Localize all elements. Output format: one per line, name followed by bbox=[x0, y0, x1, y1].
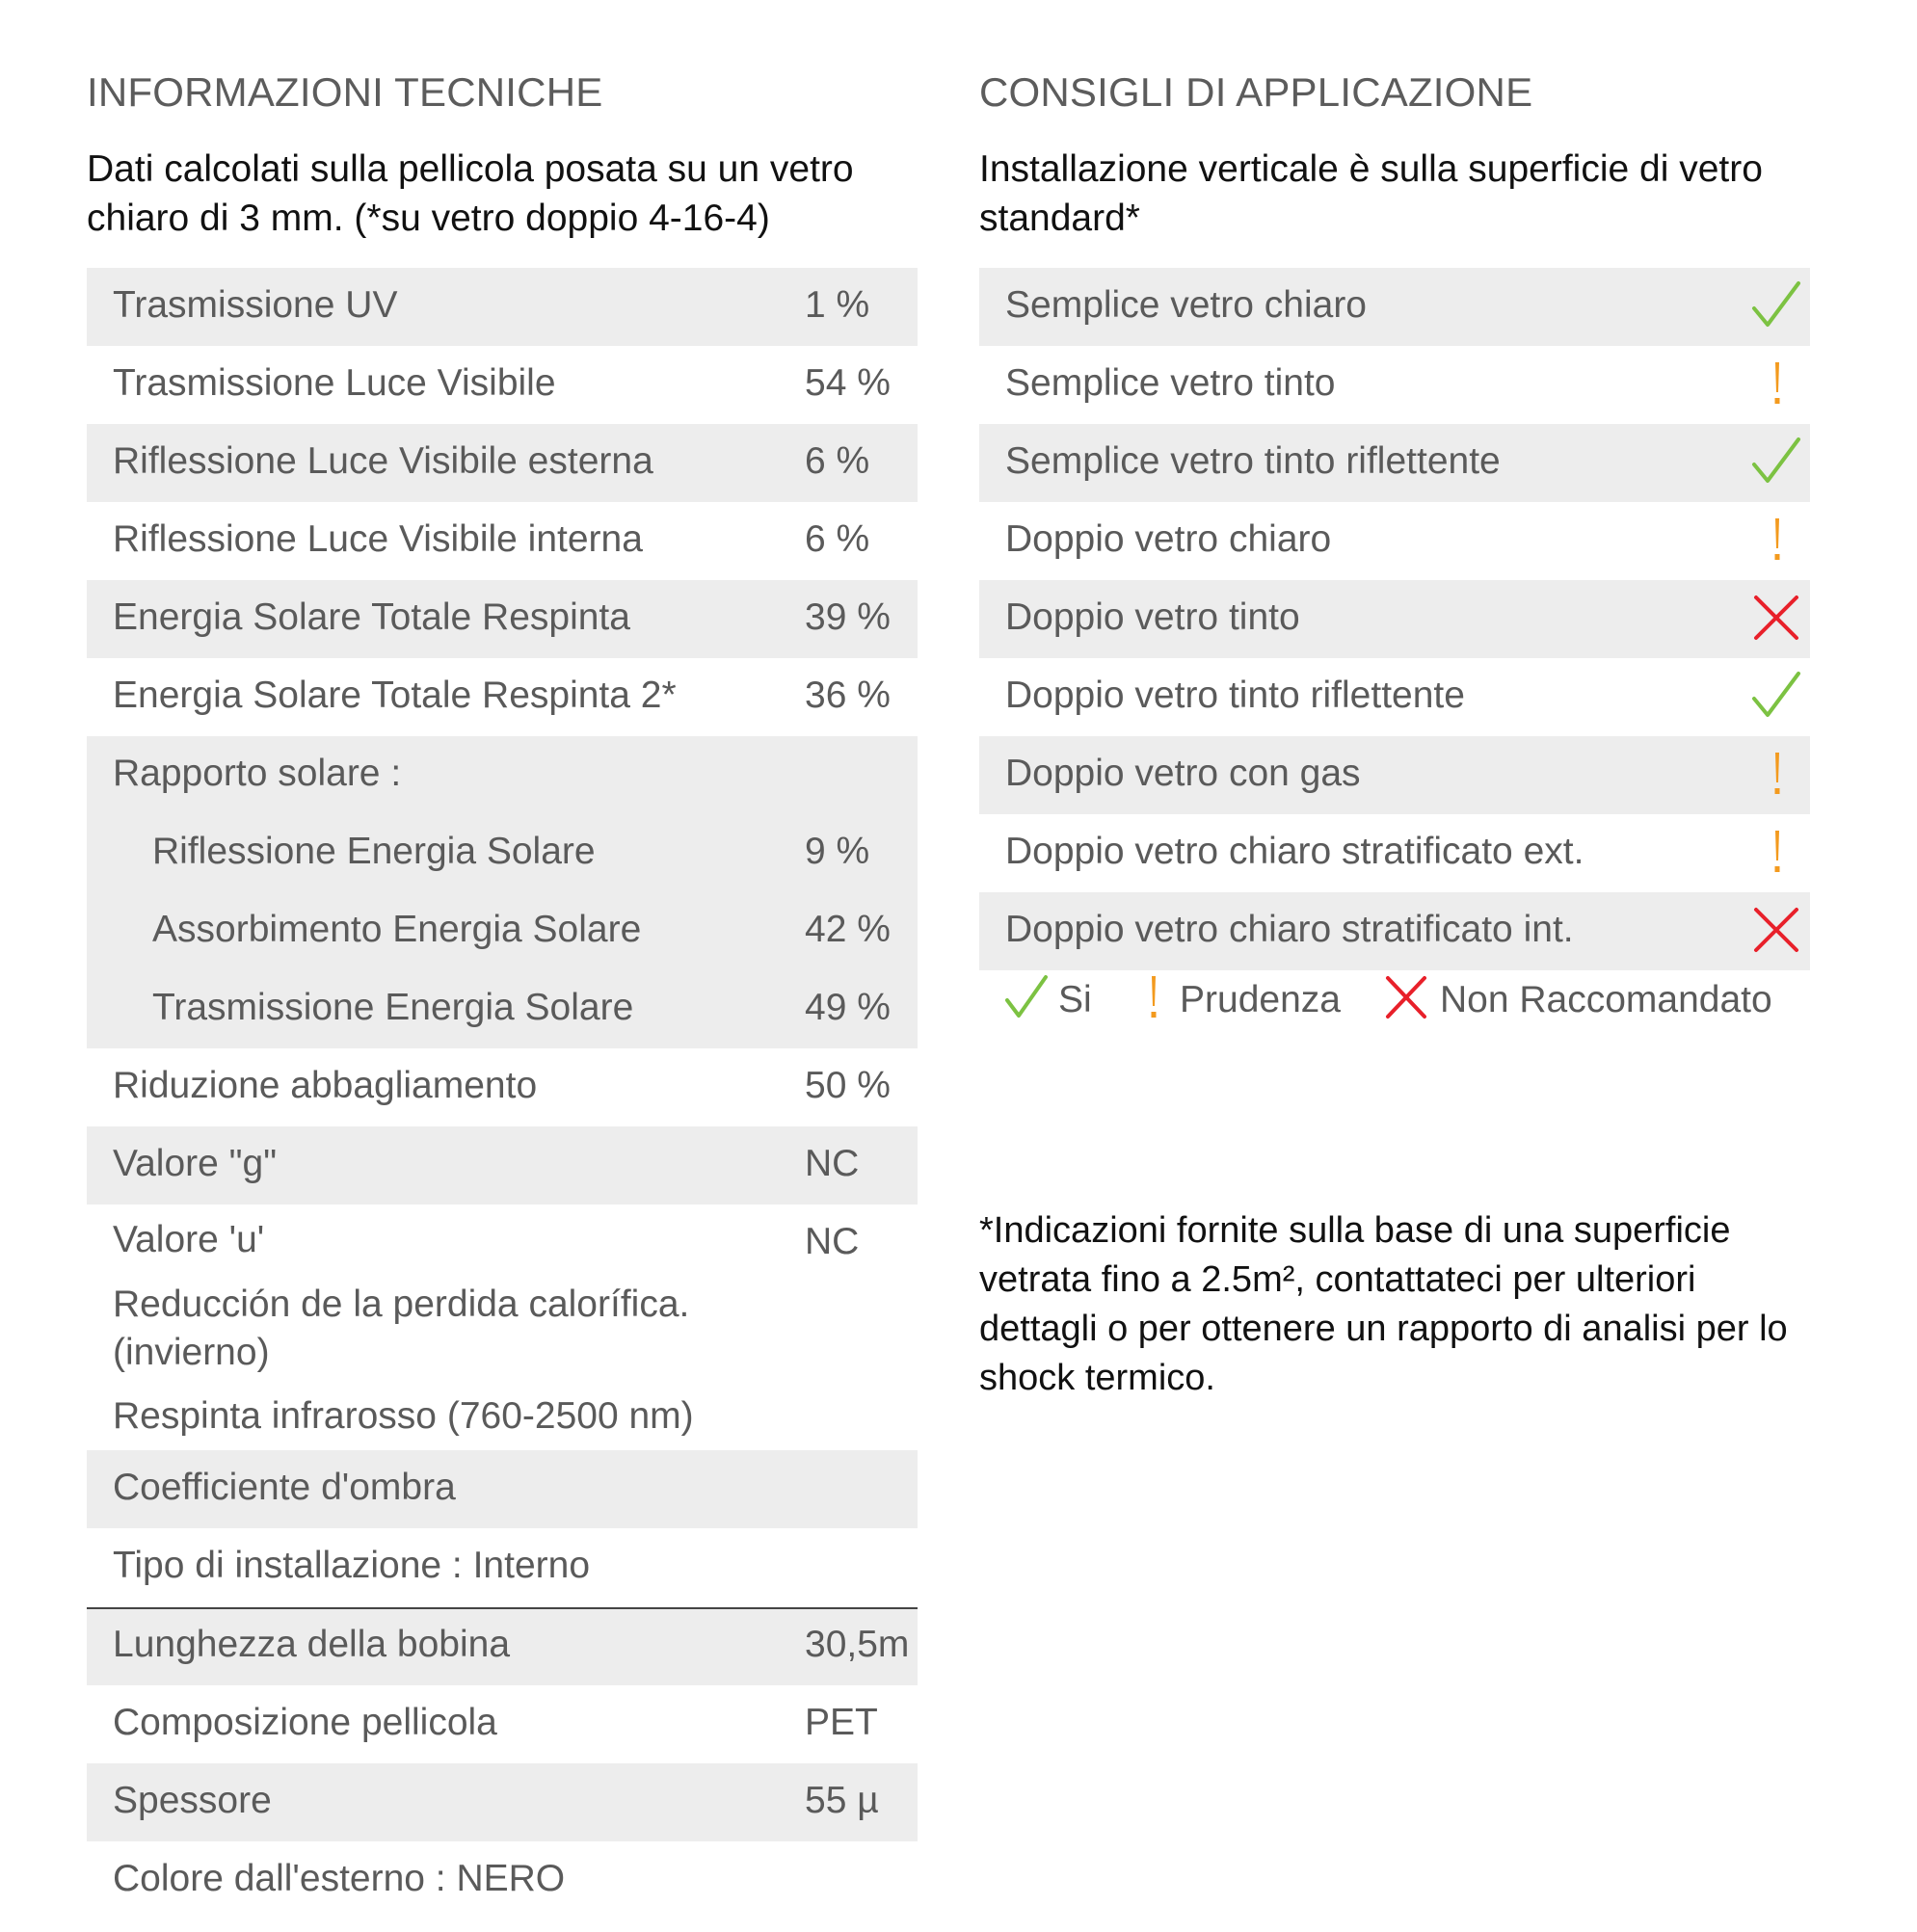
row-label: Trasmissione UV bbox=[113, 284, 398, 326]
table-row bbox=[87, 1607, 918, 1685]
rating-legend bbox=[979, 969, 1827, 1027]
row-value: 49 % bbox=[805, 987, 891, 1028]
table-row bbox=[87, 1841, 918, 1919]
row-value: 54 % bbox=[805, 362, 891, 404]
application-heading: CONSIGLI DI APPLICAZIONE bbox=[979, 69, 1533, 115]
row-label: Composizione pellicola bbox=[113, 1702, 497, 1743]
row-label: Reducción de la perdida calorífica. (invierno) bbox=[113, 1284, 690, 1373]
row-label: Riflessione Energia Solare bbox=[152, 831, 596, 872]
table-row bbox=[979, 658, 1810, 736]
table-row bbox=[87, 1048, 918, 1126]
row-label: Semplice vetro chiaro bbox=[1005, 284, 1367, 326]
table-row-sub bbox=[87, 892, 918, 970]
table-row bbox=[87, 658, 918, 736]
row-label: Energia Solare Totale Respinta 2* bbox=[113, 675, 677, 716]
table-row-sub bbox=[87, 970, 918, 1048]
row-value: PET bbox=[805, 1702, 878, 1743]
check-icon bbox=[1750, 436, 1802, 488]
exclamation-icon bbox=[1132, 973, 1176, 1021]
row-value: 39 % bbox=[805, 596, 891, 638]
row-label: Colore dall'esterno : NERO bbox=[113, 1858, 566, 1899]
table-row bbox=[87, 1450, 918, 1528]
row-label: Tipo di installazione : Interno bbox=[113, 1545, 591, 1586]
row-label: Doppio vetro con gas bbox=[1005, 753, 1361, 794]
table-row bbox=[87, 502, 918, 580]
row-label: Valore "g" bbox=[113, 1143, 278, 1184]
row-label: Spessore bbox=[113, 1780, 272, 1821]
check-icon bbox=[1750, 670, 1802, 722]
row-value: 6 % bbox=[805, 440, 870, 482]
row-value: 42 % bbox=[805, 909, 891, 950]
row-label: Coefficiente d'ombra bbox=[113, 1467, 456, 1508]
row-label: Doppio vetro chiaro stratificato ext. bbox=[1005, 831, 1584, 872]
cross-icon bbox=[1384, 973, 1428, 1021]
row-value: 50 % bbox=[805, 1065, 891, 1106]
row-label: Doppio vetro tinto bbox=[1005, 596, 1300, 638]
table-row bbox=[979, 892, 1810, 970]
application-table bbox=[979, 268, 1810, 970]
exclamation-icon bbox=[1750, 357, 1802, 410]
row-value: NC bbox=[805, 1143, 860, 1184]
table-row bbox=[87, 268, 918, 346]
row-value: 1 % bbox=[805, 284, 870, 326]
row-value: 55 µ bbox=[805, 1780, 879, 1821]
table-row-group-heading bbox=[87, 736, 918, 814]
row-value: NC bbox=[805, 1221, 860, 1262]
table-row bbox=[979, 736, 1810, 814]
row-label: Respinta infrarosso (760-2500 nm) bbox=[113, 1395, 694, 1437]
legend-caution-label: Prudenza bbox=[1180, 979, 1341, 1020]
table-row bbox=[979, 424, 1810, 502]
row-value: 30,5m bbox=[805, 1624, 910, 1665]
row-label: Riflessione Luce Visibile interna bbox=[113, 518, 643, 560]
table-row bbox=[979, 502, 1810, 580]
row-label: Rapporto solare : bbox=[113, 753, 402, 794]
row-label: Assorbimento Energia Solare bbox=[152, 909, 642, 950]
row-value: 9 % bbox=[805, 831, 870, 872]
exclamation-icon bbox=[1750, 826, 1802, 878]
row-label: Doppio vetro tinto riflettente bbox=[1005, 675, 1465, 716]
technical-info-heading: INFORMAZIONI TECNICHE bbox=[87, 69, 603, 115]
row-value: 6 % bbox=[805, 518, 870, 560]
row-label: Valore 'u' bbox=[113, 1219, 265, 1260]
cross-icon bbox=[1750, 904, 1802, 956]
check-icon bbox=[1004, 973, 1049, 1021]
table-row bbox=[87, 1685, 918, 1763]
exclamation-icon bbox=[1750, 748, 1802, 800]
row-value: 36 % bbox=[805, 675, 891, 716]
table-row bbox=[979, 580, 1810, 658]
table-row bbox=[87, 424, 918, 502]
table-row bbox=[87, 580, 918, 658]
technical-info-intro: Dati calcolati sulla pellicola posata su un vetro chiaro di 3 mm. (*su vetro doppio 4-16-4) bbox=[87, 148, 854, 239]
row-label: Lunghezza della bobina bbox=[113, 1624, 511, 1665]
application-intro: Installazione verticale è sulla superficie di vetro standard* bbox=[979, 148, 1763, 239]
legend-no-label: Non Raccomandato bbox=[1440, 979, 1772, 1020]
cross-icon bbox=[1750, 592, 1802, 644]
table-row-block bbox=[87, 1204, 918, 1450]
row-label: Semplice vetro tinto riflettente bbox=[1005, 440, 1501, 482]
legend-yes-label: Si bbox=[1058, 979, 1092, 1020]
table-row bbox=[979, 814, 1810, 892]
table-row-sub bbox=[87, 814, 918, 892]
row-label: Doppio vetro chiaro stratificato int. bbox=[1005, 909, 1574, 950]
row-label: Riflessione Luce Visibile esterna bbox=[113, 440, 653, 482]
row-label: Semplice vetro tinto bbox=[1005, 362, 1336, 404]
row-label: Trasmissione Luce Visibile bbox=[113, 362, 556, 404]
table-row bbox=[87, 1126, 918, 1204]
technical-table bbox=[87, 268, 918, 1919]
check-icon bbox=[1750, 279, 1802, 331]
footnote: *Indicazioni fornite sulla base di una superficie vetrata fino a 2.5m², contattateci per ulteriori dettagli o per ottenere un rapporto di analisi per lo shock termico. bbox=[979, 1210, 1788, 1398]
exclamation-icon bbox=[1750, 514, 1802, 566]
row-label: Energia Solare Totale Respinta bbox=[113, 596, 630, 638]
row-label: Doppio vetro chiaro bbox=[1005, 518, 1332, 560]
row-label: Trasmissione Energia Solare bbox=[152, 987, 634, 1028]
table-row bbox=[87, 346, 918, 424]
row-label: Riduzione abbagliamento bbox=[113, 1065, 538, 1106]
table-row bbox=[979, 268, 1810, 346]
table-row bbox=[979, 346, 1810, 424]
table-row bbox=[87, 1763, 918, 1841]
table-row bbox=[87, 1528, 918, 1607]
